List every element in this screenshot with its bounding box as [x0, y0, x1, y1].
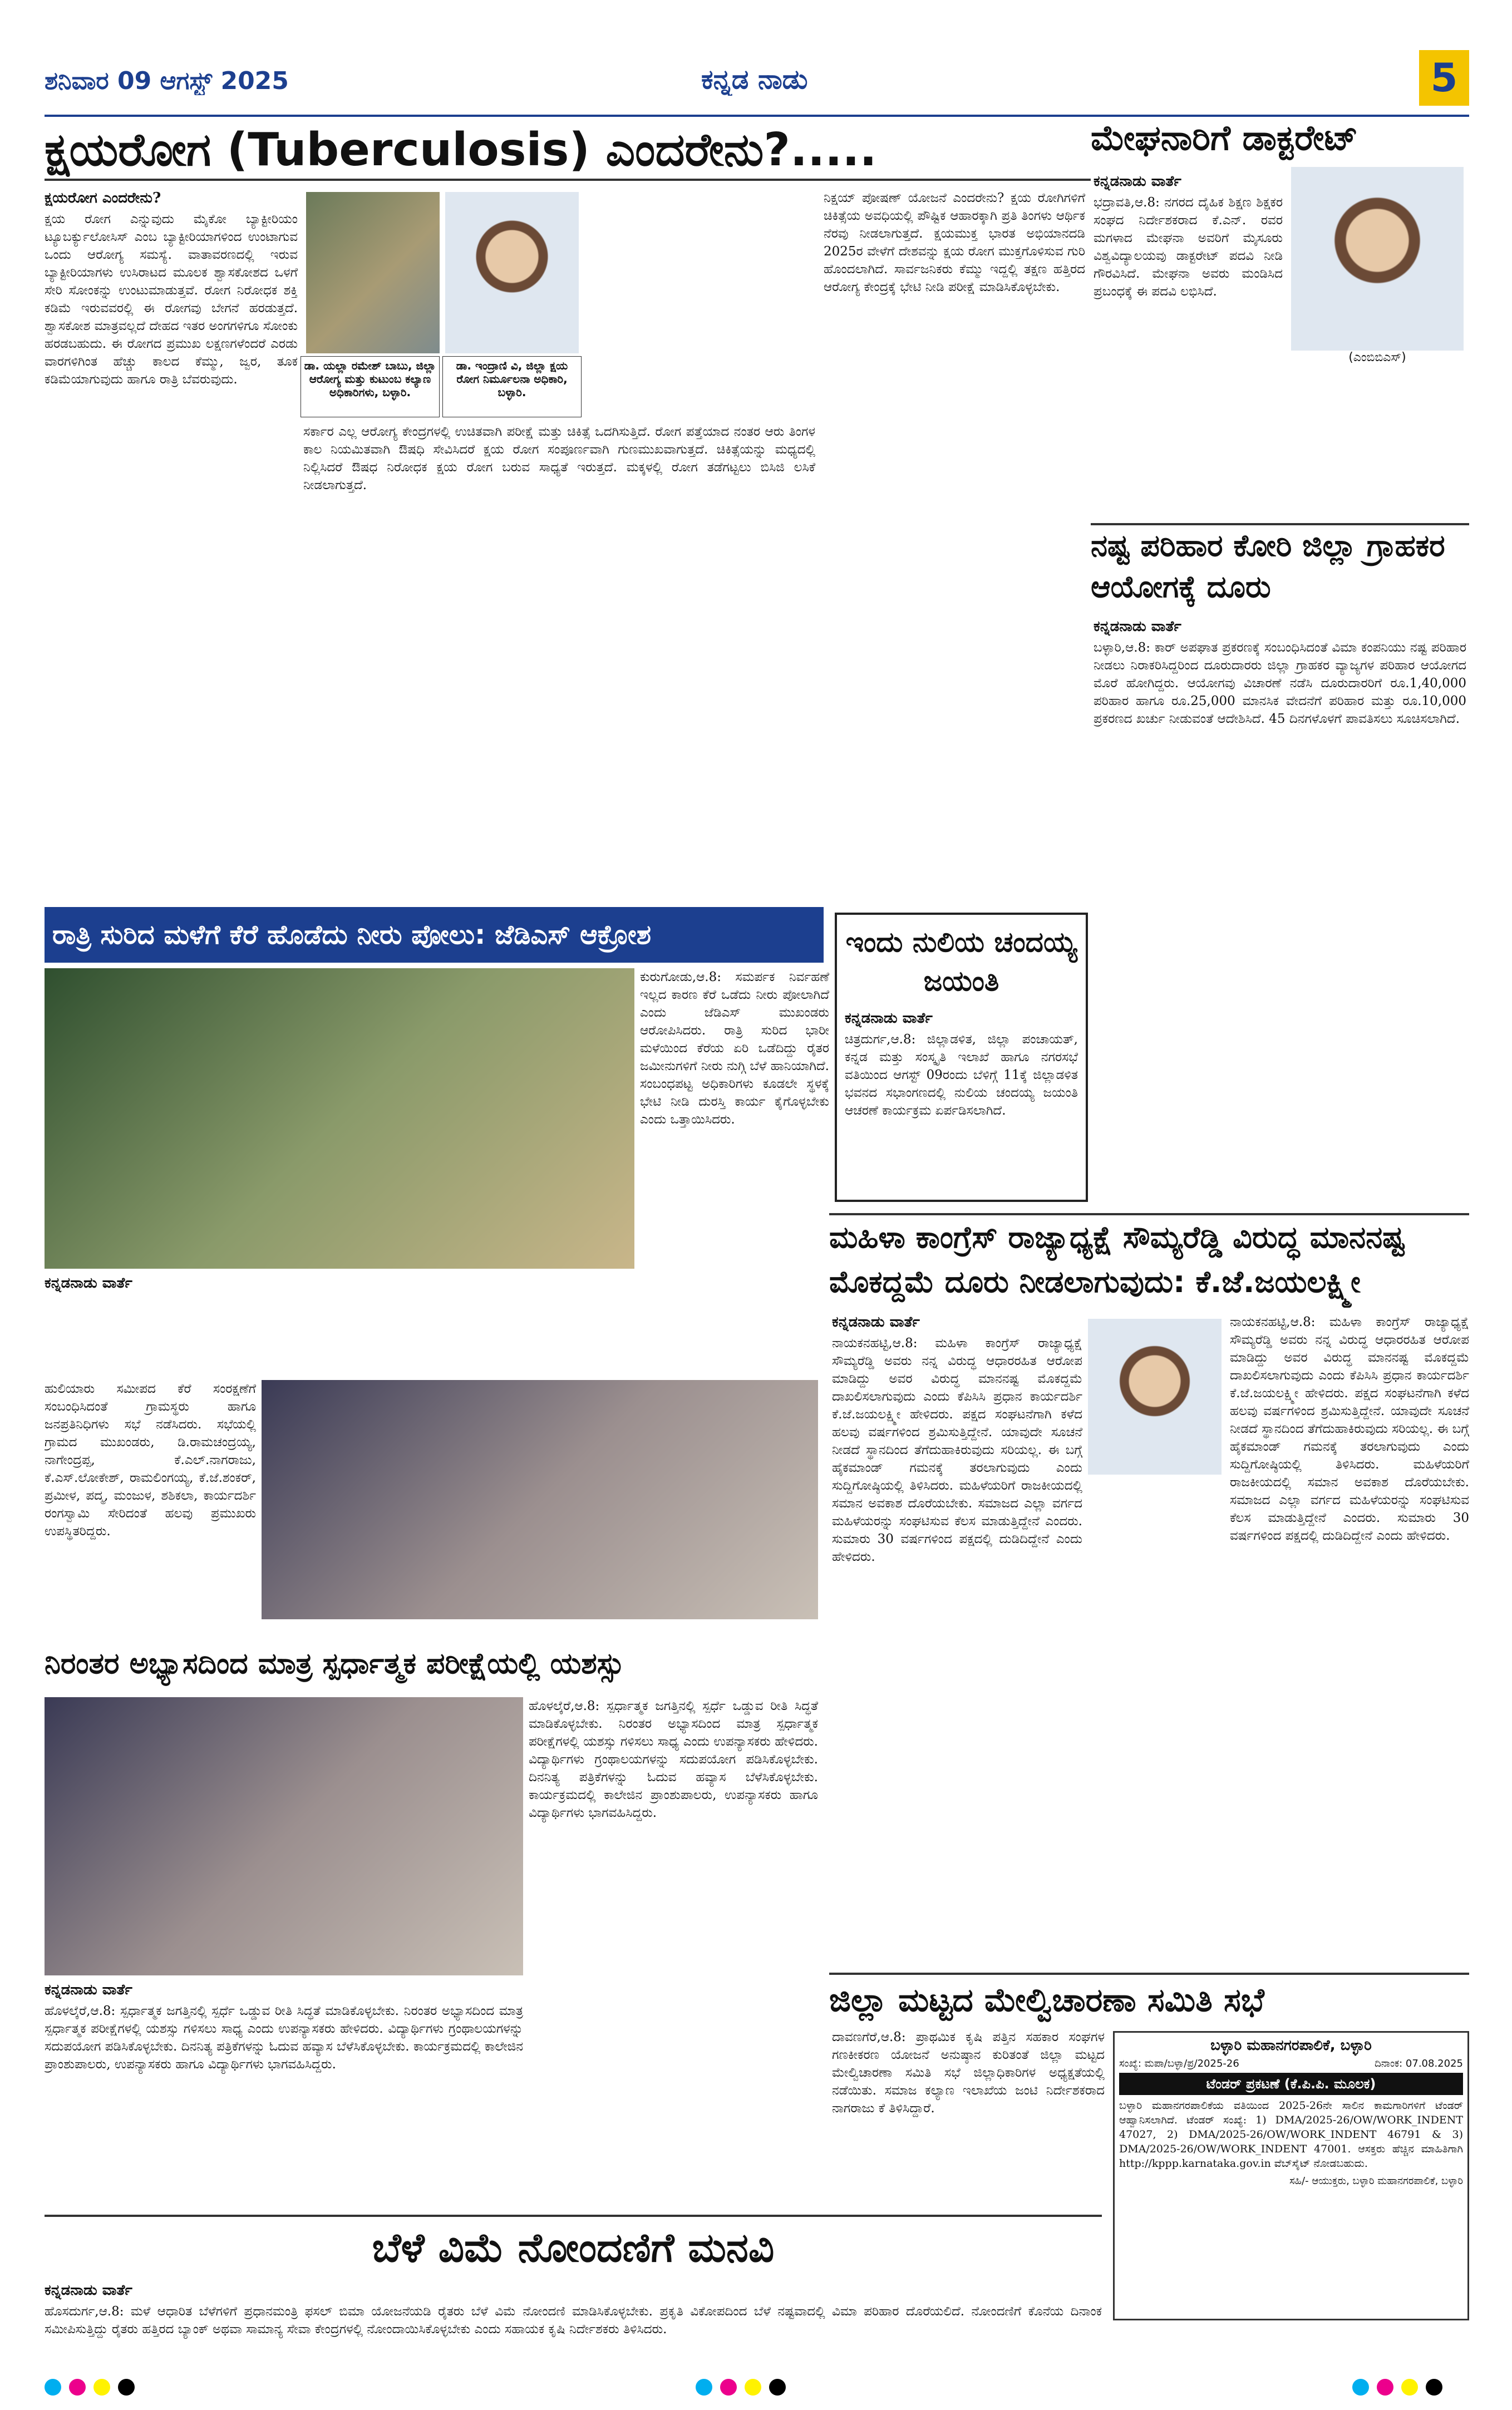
- doctorate-body: [1094, 173, 1283, 529]
- tb-col2: ಸರ್ಕಾರ ಎಲ್ಲ ಆರೋಗ್ಯ ಕೇಂದ್ರಗಳಲ್ಲಿ ಉಚಿತವಾಗಿ ಪರೀಕ್ಷೆ ಮತ್ತು ಚಿಕಿತ್ಸೆ ಒದಗಿಸುತ್ತಿದೆ. ರೋಗ ಪತ್ತೆಯಾದ ನಂತರ ಆರು ತಿಂಗಳ ಕಾಲ ನಿಯಮಿತವಾಗಿ ಔಷಧಿ ಸೇವಿಸಿದರೆ ಕ್ಷಯ ರೋಗ ಸಂಪೂರ್ಣವಾಗಿ ಗುಣಮುಖವಾಗುತ್ತದೆ. ಚಿಕಿತ್ಸೆಯನ್ನು ಮಧ್ಯದಲ್ಲಿ ನಿಲ್ಲಿಸಿದರೆ ಔಷಧ ನಿರೋಧಕ ಕ್ಷಯ ರೋಗ ಬರುವ ಸಾಧ್ಯತೆ ಇರುತ್ತದೆ. ಮಕ್ಕಳಲ್ಲಿ ರೋಗ ತಡೆಗಟ್ಟಲು ಬಿಸಿಜಿ ಲಸಿಕೆ ನೀಡಲಾಗುತ್ತದೆ.: [303, 425, 815, 492]
- cyan-dot: [696, 2379, 712, 2396]
- committee-body: ದಾವಣಗೆರೆ,ಆ.8: ಪ್ರಾಥಮಿಕ ಕೃಷಿ ಪತ್ತಿನ ಸಹಕಾರ ಸಂಘಗಳ ಗಣಕೀಕರಣ ಯೋಜನೆ ಅನುಷ್ಠಾನ ಕುರಿತಂತೆ ಜಿಲ್ಲಾ ಮಟ್ಟದ ಮೇಲ್ವಿಚಾರಣಾ ಸಮಿತಿ ಸಭೆ ಜಿಲ್ಲಾಧಿಕಾರಿಗಳ ಅಧ್ಯಕ್ಷತೆಯಲ್ಲಿ ನಡೆಯಿತು. ಸಮಾಜ ಕಲ್ಯಾಣ ಇಲಾಖೆಯ ಜಂಟಿ ನಿರ್ದೇಶಕರಾದ ನಾಗರಾಜು ಕೆ ತಿಳಿಸಿದ್ದಾರೆ.: [832, 2030, 1105, 2116]
- crop-headline-wrap: [45, 2215, 1102, 2276]
- lake-headline-band: [45, 907, 824, 963]
- tb-subhead: ಕ್ಷಯರೋಗ ಎಂದರೇನು?: [45, 190, 161, 206]
- lake-headline: ರಾತ್ರಿ ಸುರಿದ ಮಳೆಗೆ ಕೆರೆ ಹೊಡೆದು ನೀರು ಪೋಲು: ಜೆಡಿಎಸ್ ಆಕ್ರೋಶ: [52, 919, 652, 950]
- tb-col1: [45, 189, 298, 885]
- tender-notice: [1113, 2031, 1469, 2320]
- tender-date: ದಿನಾಂಕ: 07.08.2025: [1375, 2058, 1463, 2069]
- crop-byline: ಕನ್ನಡನಾಡು ವಾರ್ತೆ: [45, 2282, 132, 2299]
- crop-text: ಹೊಸದುರ್ಗ,ಆ.8: ಮಳೆ ಆಧಾರಿತ ಬೆಳೆಗಳಿಗೆ ಪ್ರಧಾನಮಂತ್ರಿ ಫಸಲ್ ಬಿಮಾ ಯೋಜನೆಯಡಿ ರೈತರು ಬೆಳೆ ವಿಮೆ ನೋಂದಣಿ ಮಾಡಿಸಿಕೊಳ್ಳಬೇಕು. ಪ್ರಕೃತಿ ವಿಕೋಪದಿಂದ ಬೆಳೆ ನಷ್ಟವಾದಲ್ಲಿ ವಿಮಾ ಪರಿಹಾರ ದೊರೆಯಲಿದೆ. ನೋಂದಣಿಗೆ ಕೊನೆಯ ದಿನಾಂಕ ಸಮೀಪಿಸುತ್ತಿದ್ದು ರೈತರು ಹತ್ತಿರದ ಬ್ಯಾಂಕ್ ಅಥವಾ ಸಾಮಾನ್ಯ ಸೇವಾ ಕೇಂದ್ರಗಳಲ್ಲಿ ನೋಂದಾಯಿಸಿಕೊಳ್ಳಬೇಕು ಎಂದು ಸಹಾಯಕ ಕೃಷಿ ನಿರ್ದೇಶಕರು ತಿಳಿಸಿದರು.: [45, 2304, 1102, 2337]
- jayanti-byline: ಕನ್ನಡನಾಡು ವಾರ್ತೆ: [845, 1010, 933, 1027]
- doctorate-text: ಭದ್ರಾವತಿ,ಆ.8: ನಗರದ ದೈಹಿಕ ಶಿಕ್ಷಣ ಶಿಕ್ಷಕರ ಸಂಘದ ನಿರ್ದೇಶಕರಾದ ಕೆ.ಎನ್. ರವರ ಮಗಳಾದ ಮೇಘನಾ ಅವರಿಗೆ ಮೈಸೂರು ವಿಶ್ವವಿದ್ಯಾಲಯವು ಡಾಕ್ಟರೇಟ್ ಪದವಿ ನೀಡಿ ಗೌರವಿಸಿದೆ. ಮೇಘನಾ ಅವರು ಮಂಡಿಸಿದ ಪ್ರಬಂಧಕ್ಕೆ ಈ ಪದವಿ ಲಭಿಸಿದೆ.: [1094, 195, 1283, 299]
- tb-headline-wrap: [45, 120, 1091, 181]
- consumer-headline: ನಷ್ಟ ಪರಿಹಾರ ಕೋರಿ ಜಿಲ್ಲಾ ಗ್ರಾಹಕರ ಆಯೋಗಕ್ಕೆ ದೂರು: [1091, 528, 1445, 604]
- consumer-byline: ಕನ್ನಡನಾಡು ವಾರ್ತೆ: [1094, 618, 1181, 635]
- doctorate-headline: ಮೇಘನಾರಿಗೆ ಡಾಕ್ಟರೇಟ್: [1091, 117, 1358, 158]
- meghana-photo: [1291, 167, 1464, 351]
- registration-dots-right: [1352, 2379, 1464, 2401]
- magenta-dot: [720, 2379, 737, 2396]
- jayanti-box: [835, 913, 1088, 1202]
- tender-sign: ಸಹಿ/- ಆಯುಕ್ತರು, ಬಳ್ಳಾರಿ ಮಹಾನಗರಪಾಲಿಕೆ, ಬಳ್ಳಾರಿ: [1289, 2175, 1463, 2187]
- registration-dots-left: [45, 2379, 156, 2401]
- magenta-dot: [1377, 2379, 1393, 2396]
- doctor-photo-2: [445, 192, 579, 353]
- committee-headline: ಜಿಲ್ಲಾ ಮಟ್ಟದ ಮೇಲ್ವಿಚಾರಣಾ ಸಮಿತಿ ಸಭೆ: [829, 1981, 1264, 2019]
- crop-body: [45, 2281, 1102, 2365]
- jayalakshmi-photo: [1088, 1319, 1222, 1475]
- doctor-photo-1: [306, 192, 440, 353]
- yellow-dot: [745, 2379, 761, 2396]
- congress-col1: [832, 1313, 1082, 1964]
- lake-byline: ಕನ್ನಡನಾಡು ವಾರ್ತೆ: [45, 1275, 132, 1292]
- congress-headline-wrap: [829, 1213, 1469, 1308]
- cyan-dot: [1352, 2379, 1369, 2396]
- page-number: 5: [1419, 50, 1469, 106]
- tank-body: ಹುಲಿಯಾರು ಸಮೀಪದ ಕೆರೆ ಸಂರಕ್ಷಣೆಗೆ ಸಂಬಂಧಿಸಿದಂತೆ ಗ್ರಾಮಸ್ಥರು ಹಾಗೂ ಜನಪ್ರತಿನಿಧಿಗಳು ಸಭೆ ನಡೆಸಿದರು. ಸಭೆಯಲ್ಲಿ ಗ್ರಾಮದ ಮುಖಂಡರು, ಡಿ.ರಾಮಚಂದ್ರಯ್ಯ, ನಾಗೇಂದ್ರಪ್ಪ, ಕೆ.ಎಲ್.ನಾಗರಾಜು, ಕೆ.ಎಸ್.ಲೋಕೇಶ್, ರಾಮಲಿಂಗಯ್ಯ, ಕೆ.ಜೆ.ಶಂಕರ್, ಪ್ರಮೀಳ, ಪದ್ಮ, ಮಂಜುಳ, ಶಶಿಕಲಾ, ಕಾರ್ಯದರ್ಶಿ ರಂಗಸ್ವಾಮಿ ಸೇರಿದಂತೆ ಹಲವು ಪ್ರಮುಖರು ಉಪಸ್ಥಿತರಿದ್ದರು.: [45, 1382, 256, 1539]
- tender-band: ಟೆಂಡರ್ ಪ್ರಕಟಣೆ (ಕೆ.ಪಿ.ಪಿ. ಮೂಲಕ): [1119, 2073, 1463, 2095]
- doctorate-headline-wrap: [1091, 111, 1469, 167]
- exam-byline: ಕನ್ನಡನಾಡು ವಾರ್ತೆ: [45, 1982, 132, 1998]
- tender-ref: ಸಂಖ್ಯೆ: ಮಪಾ/ಬಳ್ಳಾ/ಪ್ರ/2025-26: [1119, 2058, 1239, 2069]
- congress-headline: ಮಹಿಳಾ ಕಾಂಗ್ರೆಸ್ ರಾಜ್ಯಾಧ್ಯಕ್ಷೆ ಸೌಮ್ಯರೆಡ್ಡಿ ವಿರುದ್ಧ ಮಾನನಷ್ಟ ಮೊಕದ್ದಮೆ ದೂರು ನೀಡಲಾಗುವುದು: ಕೆ.ಜೆ.ಜಯಲಕ್ಷ್ಮೀ: [829, 1220, 1405, 1299]
- exam-body-bottom: [45, 1981, 523, 2204]
- magenta-dot: [69, 2379, 86, 2396]
- exam-body-right: ಹೊಳಲ್ಕೆರೆ,ಆ.8: ಸ್ಪರ್ಧಾತ್ಮಕ ಜಗತ್ತಿನಲ್ಲಿ ಸ್ಪರ್ಧೆ ಒಡ್ಡುವ ರೀತಿ ಸಿದ್ಧತೆ ಮಾಡಿಕೊಳ್ಳಬೇಕು. ನಿರಂತರ ಅಭ್ಯಾಸದಿಂದ ಮಾತ್ರ ಸ್ಪರ್ಧಾತ್ಮಕ ಪರೀಕ್ಷೆಗಳಲ್ಲಿ ಯಶಸ್ಸು ಗಳಿಸಲು ಸಾಧ್ಯ ಎಂದು ಉಪನ್ಯಾಸಕರು ಹೇಳಿದರು. ವಿದ್ಯಾರ್ಥಿಗಳು ಗ್ರಂಥಾಲಯಗಳನ್ನು ಸದುಪಯೋಗ ಪಡಿಸಿಕೊಳ್ಳಬೇಕು. ದಿನನಿತ್ಯ ಪತ್ರಿಕೆಗಳನ್ನು ಓದುವ ಹವ್ಯಾಸ ಬೆಳೆಸಿಕೊಳ್ಳಬೇಕು. ಕಾರ್ಯಕ್ರಮದಲ್ಲಿ ಕಾಲೇಜಿನ ಪ್ರಾಂಶುಪಾಲರು, ಉಪನ್ಯಾಸಕರು ಹಾಗೂ ವಿದ್ಯಾರ್ಥಿಗಳು ಭಾಗವಹಿಸಿದ್ದರು.: [529, 1699, 818, 1820]
- yellow-dot: [1401, 2379, 1418, 2396]
- doctor-caption-1: ಡಾ. ಯಲ್ಲಾ ರಮೇಶ್ ಬಾಬು, ಜಿಲ್ಲಾ ಆರೋಗ್ಯ ಮತ್ತು ಕುಟುಂಬ ಕಲ್ಯಾಣ ಅಧಿಕಾರಿಗಳು, ಬಳ್ಳಾರಿ.: [301, 356, 440, 417]
- meghana-photo-caption: (ಎಂಬಿಬಿಎಸ್): [1348, 351, 1406, 364]
- lake-body: ಕುರುಗೋಡು,ಆ.8: ಸಮರ್ಪಕ ನಿರ್ವಹಣೆ ಇಲ್ಲದ ಕಾರಣ ಕೆರೆ ಒಡೆದು ನೀರು ಪೋಲಾಗಿದೆ ಎಂದು ಜೆಡಿಎಸ್ ಮುಖಂಡರು ಆರೋಪಿಸಿದರು. ರಾತ್ರಿ ಸುರಿದ ಭಾರೀ ಮಳೆಯಿಂದ ಕೆರೆಯ ಏರಿ ಒಡೆದಿದ್ದು ರೈತರ ಜಮೀನುಗಳಿಗೆ ನೀರು ನುಗ್ಗಿ ಬೆಳೆ ಹಾನಿಯಾಗಿದೆ. ಸಂಬಂಧಪಟ್ಟ ಅಧಿಕಾರಿಗಳು ಕೂಡಲೇ ಸ್ಥಳಕ್ಕೆ ಭೇಟಿ ನೀಡಿ ದುರಸ್ತಿ ಕಾರ್ಯ ಕೈಗೊಳ್ಳಬೇಕು ಎಂದು ಒತ್ತಾಯಿಸಿದರು.: [640, 970, 829, 1127]
- black-dot: [118, 2379, 135, 2396]
- doctorate-byline: ಕನ್ನಡನಾಡು ವಾರ್ತೆ: [1094, 173, 1181, 190]
- black-dot: [1426, 2379, 1442, 2396]
- exam-headline-wrap: [45, 1636, 824, 1692]
- yellow-dot: [93, 2379, 110, 2396]
- doctor-caption-2: ಡಾ. ಇಂದ್ರಾಣಿ ವಿ, ಜಿಲ್ಲಾ ಕ್ಷಯ ರೋಗ ನಿರ್ಮೂಲನಾ ಅಧಿಕಾರಿ, ಬಳ್ಳಾರಿ.: [442, 356, 582, 417]
- jayanti-text: ಚಿತ್ರದುರ್ಗ,ಆ.8: ಜಿಲ್ಲಾಡಳಿತ, ಜಿಲ್ಲಾ ಪಂಚಾಯತ್, ಕನ್ನಡ ಮತ್ತು ಸಂಸ್ಕೃತಿ ಇಲಾಖೆ ಹಾಗೂ ನಗರಸಭೆ ವತಿಯಿಂದ ಆಗಸ್ಟ್ 09ರಂದು ಬೆಳಿಗ್ಗೆ 11ಕ್ಕೆ ಜಿಲ್ಲಾಡಳಿತ ಭವನದ ಸಭಾಂಗಣದಲ್ಲಿ ನುಲಿಯ ಚಂದಯ್ಯ ಜಯಂತಿ ಆಚರಣೆ ಕಾರ್ಯಕ್ರಮ ಏರ್ಪಡಿಸಲಾಗಿದೆ.: [845, 1032, 1078, 1118]
- exam-text: ಹೊಳಲ್ಕೆರೆ,ಆ.8: ಸ್ಪರ್ಧಾತ್ಮಕ ಜಗತ್ತಿನಲ್ಲಿ ಸ್ಪರ್ಧೆ ಒಡ್ಡುವ ರೀತಿ ಸಿದ್ಧತೆ ಮಾಡಿಕೊಳ್ಳಬೇಕು. ನಿರಂತರ ಅಭ್ಯಾಸದಿಂದ ಮಾತ್ರ ಸ್ಪರ್ಧಾತ್ಮಕ ಪರೀಕ್ಷೆಗಳಲ್ಲಿ ಯಶಸ್ಸು ಗಳಿಸಲು ಸಾಧ್ಯ ಎಂದು ಉಪನ್ಯಾಸಕರು ಹೇಳಿದರು. ವಿದ್ಯಾರ್ಥಿಗಳು ಗ್ರಂಥಾಲಯಗಳನ್ನು ಸದುಪಯೋಗ ಪಡಿಸಿಕೊಳ್ಳಬೇಕು. ದಿನನಿತ್ಯ ಪತ್ರಿಕೆಗಳನ್ನು ಓದುವ ಹವ್ಯಾಸ ಬೆಳೆಸಿಕೊಳ್ಳಬೇಕು. ಕಾರ್ಯಕ್ರಮದಲ್ಲಿ ಕಾಲೇಜಿನ ಪ್ರಾಂಶುಪಾಲರು, ಉಪನ್ಯಾಸಕರು ಹಾಗೂ ವಿದ್ಯಾರ್ಥಿಗಳು ಭಾಗವಹಿಸಿದ್ದರು.: [45, 2004, 523, 2072]
- consumer-headline-wrap: [1091, 523, 1469, 612]
- congress-text: ನಾಯಕನಹಟ್ಟಿ,ಆ.8: ಮಹಿಳಾ ಕಾಂಗ್ರೆಸ್ ರಾಜ್ಯಾಧ್ಯಕ್ಷೆ ಸೌಮ್ಯರೆಡ್ಡಿ ಅವರು ನನ್ನ ವಿರುದ್ಧ ಆಧಾರರಹಿತ ಆರೋಪ ಮಾಡಿದ್ದು ಅವರ ವಿರುದ್ಧ ಮಾನನಷ್ಟ ಮೊಕದ್ದಮೆ ದಾಖಲಿಸಲಾಗುವುದು ಎಂದು ಕೆಪಿಸಿಸಿ ಪ್ರಧಾನ ಕಾರ್ಯದರ್ಶಿ ಕೆ.ಜೆ.ಜಯಲಕ್ಷ್ಮೀ ಹೇಳಿದರು. ಪಕ್ಷದ ಸಂಘಟನೆಗಾಗಿ ಕಳೆದ ಹಲವು ವರ್ಷಗಳಿಂದ ಶ್ರಮಿಸುತ್ತಿದ್ದೇನೆ. ಯಾವುದೇ ಸೂಚನೆ ನೀಡದೆ ಸ್ಥಾನದಿಂದ ತೆಗೆದುಹಾಕಿರುವುದು ಸರಿಯಲ್ಲ. ಈ ಬಗ್ಗೆ ಹೈಕಮಾಂಡ್ ಗಮನಕ್ಕೆ ತರಲಾಗುವುದು ಎಂದು ಸುದ್ದಿಗೋಷ್ಠಿಯಲ್ಲಿ ತಿಳಿಸಿದರು. ಮಹಿಳೆಯರಿಗೆ ರಾಜಕೀಯದಲ್ಲಿ ಸಮಾನ ಅವಕಾಶ ದೊರೆಯಬೇಕು. ಸಮಾಜದ ಎಲ್ಲಾ ವರ್ಗದ ಮಹಿಳೆಯರನ್ನು ಸಂಘಟಿಸುವ ಕೆಲಸ ಮಾಡುತ್ತಿದ್ದೇನೆ ಎಂದರು. ಸುಮಾರು 30 ವರ್ಷಗಳಿಂದ ಪಕ್ಷದಲ್ಲಿ ದುಡಿದಿದ್ದೇನೆ ಎಂದು ಹೇಳಿದರು.: [832, 1336, 1082, 1564]
- congress-col2: ನಾಯಕನಹಟ್ಟಿ,ಆ.8: ಮಹಿಳಾ ಕಾಂಗ್ರೆಸ್ ರಾಜ್ಯಾಧ್ಯಕ್ಷೆ ಸೌಮ್ಯರೆಡ್ಡಿ ಅವರು ನನ್ನ ವಿರುದ್ಧ ಆಧಾರರಹಿತ ಆರೋಪ ಮಾಡಿದ್ದು ಅವರ ವಿರುದ್ಧ ಮಾನನಷ್ಟ ಮೊಕದ್ದಮೆ ದಾಖಲಿಸಲಾಗುವುದು ಎಂದು ಕೆಪಿಸಿಸಿ ಪ್ರಧಾನ ಕಾರ್ಯದರ್ಶಿ ಕೆ.ಜೆ.ಜಯಲಕ್ಷ್ಮೀ ಹೇಳಿದರು. ಪಕ್ಷದ ಸಂಘಟನೆಗಾಗಿ ಕಳೆದ ಹಲವು ವರ್ಷಗಳಿಂದ ಶ್ರಮಿಸುತ್ತಿದ್ದೇನೆ. ಯಾವುದೇ ಸೂಚನೆ ನೀಡದೆ ಸ್ಥಾನದಿಂದ ತೆಗೆದುಹಾಕಿರುವುದು ಸರಿಯಲ್ಲ. ಈ ಬಗ್ಗೆ ಹೈಕಮಾಂಡ್ ಗಮನಕ್ಕೆ ತರಲಾಗುವುದು ಎಂದು ಸುದ್ದಿಗೋಷ್ಠಿಯಲ್ಲಿ ತಿಳಿಸಿದರು. ಮಹಿಳೆಯರಿಗೆ ರಾಜಕೀಯದಲ್ಲಿ ಸಮಾನ ಅವಕಾಶ ದೊರೆಯಬೇಕು. ಸಮಾಜದ ಎಲ್ಲಾ ವರ್ಗದ ಮಹಿಳೆಯರನ್ನು ಸಂಘಟಿಸುವ ಕೆಲಸ ಮಾಡುತ್ತಿದ್ದೇನೆ ಎಂದರು. ಸುಮಾರು 30 ವರ್ಷಗಳಿಂದ ಪಕ್ಷದಲ್ಲಿ ದುಡಿದಿದ್ದೇನೆ ಎಂದು ಹೇಳಿದರು.: [1230, 1315, 1469, 1543]
- masthead: [45, 33, 1469, 117]
- registration-dots-mid: [696, 2379, 807, 2401]
- committee-headline-wrap: [829, 1973, 1469, 2023]
- tender-org: ಬಳ್ಳಾರಿ ಮಹಾನಗರಪಾಲಿಕೆ, ಬಳ್ಳಾರಿ: [1210, 2037, 1372, 2054]
- exam-headline: ನಿರಂತರ ಅಭ್ಯಾಸದಿಂದ ಮಾತ್ರ ಸ್ಪರ್ಧಾತ್ಮಕ ಪರೀಕ್ಷೆಯಲ್ಲಿ ಯಶಸ್ಸು: [45, 1647, 624, 1680]
- lake-byline-block: [45, 1274, 634, 1330]
- paper-name: ಕನ್ನಡ ನಾಡು: [701, 64, 808, 95]
- black-dot: [769, 2379, 786, 2396]
- lake-photo: [45, 968, 634, 1269]
- tender-body: ಬಳ್ಳಾರಿ ಮಹಾನಗರಪಾಲಿಕೆಯ ವತಿಯಿಂದ 2025-26ನೇ ಸಾಲಿನ ಕಾಮಗಾರಿಗಳಿಗೆ ಟೆಂಡರ್ ಆಹ್ವಾನಿಸಲಾಗಿದೆ. ಟೆಂಡರ್ ಸಂಖ್ಯೆ: 1) DMA/2025-26/OW/WORK_INDENT 47027, 2) DMA/2025-26/OW/WORK_INDENT 46791 & 3) DMA/2025-26/OW/WORK_INDENT 47001. ಆಸಕ್ತರು ಹೆಚ್ಚಿನ ಮಾಹಿತಿಗಾಗಿ http://kppp.karnataka.gov.in ವೆಬ್‌ಸೈಟ್ ನೋಡಬಹುದು.: [1119, 2099, 1463, 2170]
- tb-col1-text: ಕ್ಷಯ ರೋಗ ಎನ್ನುವುದು ಮೈಕೋ ಬ್ಯಾಕ್ಟೀರಿಯಂ ಟ್ಯೂಬರ್ಕ್ಯುಲೋಸಿಸ್ ಎಂಬ ಬ್ಯಾಕ್ಟೀರಿಯಾಗಳಿಂದ ಉಂಟಾಗುವ ಒಂದು ಆರೋಗ್ಯ ಸಮಸ್ಯೆ. ವಾತಾವರಣದಲ್ಲಿ ಇರುವ ಬ್ಯಾಕ್ಟೀರಿಯಾಗಳು ಉಸಿರಾಟದ ಮೂಲಕ ಶ್ವಾಸಕೋಶದ ಒಳಗೆ ಸೇರಿ ಸೋಂಕನ್ನು ಉಂಟುಮಾಡುತ್ತವೆ. ರೋಗ ನಿರೋಧಕ ಶಕ್ತಿ ಕಡಿಮೆ ಇರುವವರಲ್ಲಿ ಈ ರೋಗವು ಬೇಗನೆ ಹರಡುತ್ತದೆ. ಶ್ವಾಸಕೋಶ ಮಾತ್ರವಲ್ಲದೆ ದೇಹದ ಇತರ ಅಂಗಗಳಿಗೂ ಸೋಂಕು ಹರಡಬಹುದು. ಈ ರೋಗದ ಪ್ರಮುಖ ಲಕ್ಷಣಗಳೆಂದರೆ ಎರಡು ವಾರಗಳಿಗಿಂತ ಹೆಚ್ಚು ಕಾಲದ ಕೆಮ್ಮು, ಜ್ವರ, ತೂಕ ಕಡಿಮೆಯಾಗುವುದು ಹಾಗೂ ರಾತ್ರಿ ಬೆವರುವುದು.: [45, 212, 298, 387]
- tb-col3: ನಿಕ್ಷಯ್ ಪೋಷಣ್ ಯೋಜನೆ ಎಂದರೇನು? ಕ್ಷಯ ರೋಗಿಗಳಿಗೆ ಚಿಕಿತ್ಸೆಯ ಅವಧಿಯಲ್ಲಿ ಪೌಷ್ಟಿಕ ಆಹಾರಕ್ಕಾಗಿ ಪ್ರತಿ ತಿಂಗಳು ಆರ್ಥಿಕ ನೆರವು ನೀಡಲಾಗುತ್ತದೆ. ಕ್ಷಯಮುಕ್ತ ಭಾರತ ಅಭಿಯಾನದಡಿ 2025ರ ವೇಳೆಗೆ ದೇಶವನ್ನು ಕ್ಷಯ ರೋಗ ಮುಕ್ತಗೊಳಿಸುವ ಗುರಿ ಹೊಂದಲಾಗಿದೆ. ಸಾರ್ವಜನಿಕರು ಕೆಮ್ಮು ಇದ್ದಲ್ಲಿ ತಕ್ಷಣ ಹತ್ತಿರದ ಆರೋಗ್ಯ ಕೇಂದ್ರಕ್ಕೆ ಭೇಟಿ ನೀಡಿ ಪರೀಕ್ಷೆ ಮಾಡಿಸಿಕೊಳ್ಳಬೇಕು.: [824, 191, 1085, 294]
- cyan-dot: [45, 2379, 61, 2396]
- issue-date: ಶನಿವಾರ 09 ಆಗಸ್ಟ್ 2025: [45, 67, 289, 95]
- tank-photo: [262, 1380, 818, 1619]
- consumer-text: ಬಳ್ಳಾರಿ,ಆ.8: ಕಾರ್ ಅಪಘಾತ ಪ್ರಕರಣಕ್ಕೆ ಸಂಬಂಧಿಸಿದಂತೆ ವಿಮಾ ಕಂಪನಿಯು ನಷ್ಟ ಪರಿಹಾರ ನೀಡಲು ನಿರಾಕರಿಸಿದ್ದರಿಂದ ದೂರುದಾರರು ಜಿಲ್ಲಾ ಗ್ರಾಹಕರ ವ್ಯಾಜ್ಯಗಳ ಪರಿಹಾರ ಆಯೋಗದ ಮೊರೆ ಹೋಗಿದ್ದರು. ಆಯೋಗವು ವಿಚಾರಣೆ ನಡೆಸಿ ದೂರುದಾರರಿಗೆ ರೂ.1,40,000 ಪರಿಹಾರ ಹಾಗೂ ರೂ.25,000 ಮಾನಸಿಕ ವೇದನೆಗೆ ಪರಿಹಾರ ಮತ್ತು ರೂ.10,000 ಪ್ರಕರಣದ ಖರ್ಚು ನೀಡುವಂತೆ ಆದೇಶಿಸಿದೆ. 45 ದಿನಗಳೊಳಗೆ ಪಾವತಿಸಲು ಸೂಚಿಸಲಾಗಿದೆ.: [1094, 640, 1466, 726]
- consumer-body: [1094, 618, 1466, 1141]
- congress-byline: ಕನ್ನಡನಾಡು ವಾರ್ತೆ: [832, 1314, 920, 1330]
- crop-headline: ಬೆಳೆ ವಿಮೆ ನೋಂದಣಿಗೆ ಮನವಿ: [372, 2224, 775, 2271]
- tb-headline: ಕ್ಷಯರೋಗ (Tuberculosis) ಎಂದರೇನು?.....: [45, 124, 877, 176]
- jayanti-headline: ಇಂದು ನುಲಿಯ ಚಂದಯ್ಯ ಜಯಂತಿ: [845, 926, 1077, 997]
- exam-photo: [45, 1697, 523, 1975]
